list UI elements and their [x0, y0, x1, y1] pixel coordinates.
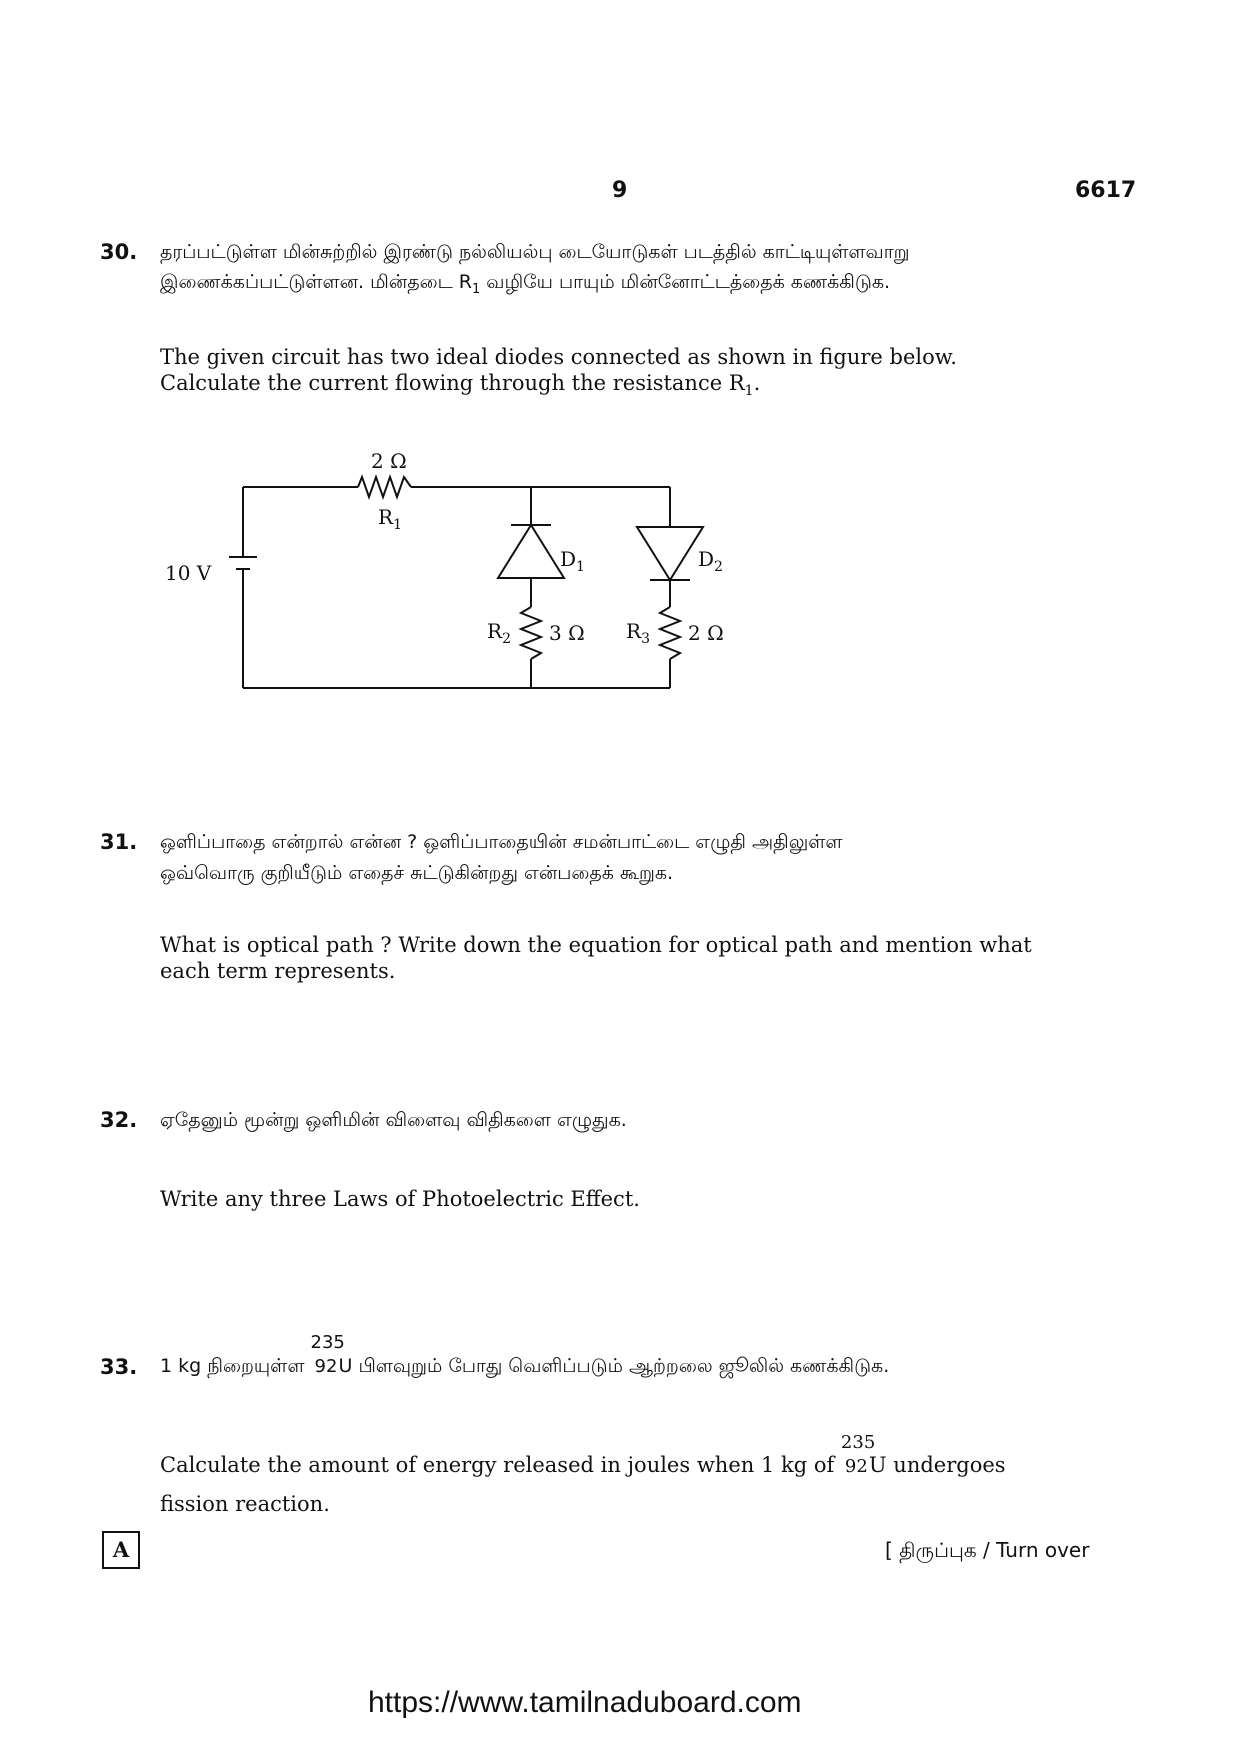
english-text: fission reaction. — [160, 1492, 330, 1516]
circuit-diagram — [140, 430, 760, 700]
english-text: The given circuit has two ideal diodes connected as shown in figure below. — [160, 345, 957, 369]
english-text: Calculate the amount of energy released in joules when 1 kg of 235 92 U undergoes — [160, 1432, 1006, 1477]
r3-value: 2 Ω — [688, 621, 724, 645]
resistor-r3 — [660, 607, 680, 659]
resistor-r2 — [521, 607, 541, 659]
battery-label: 10 V — [165, 561, 212, 585]
set-letter-box: A — [102, 1531, 140, 1569]
tamil-text: ஒவ்வொரு குறியீடும் எதைச் சுட்டுகின்றது என்பதைக் கூறுக. — [160, 862, 674, 884]
r2-value: 3 Ω — [549, 621, 585, 645]
page-number: 9 — [612, 178, 628, 203]
d1-label: $D_1$ — [560, 547, 585, 575]
tamil-text: இணைக்கப்பட்டுள்ளன. மின்தடை $R_1$ வழியே பாயும் மின்னோட்டத்தைக் கணக்கிடுக. — [160, 271, 891, 297]
tamil-text: ஏதேனும் மூன்று ஒளிமின் விளைவு விதிகளை எழுதுக. — [160, 1109, 627, 1131]
isotope-uranium: 235 92 — [840, 1432, 876, 1477]
tamil-text: 1 kg நிறையுள்ள 235 92 U பிளவுறும் போது வெளிப்படும் ஆற்றலை ஜூலில் கணக்கிடுக. — [160, 1332, 890, 1377]
turn-over-text: [ திருப்புக / Turn over — [885, 1538, 1090, 1562]
diode-d1-triangle — [498, 525, 564, 578]
r1-value: 2 Ω — [371, 449, 407, 473]
isotope-uranium: 235 92 — [310, 1332, 345, 1377]
r1-label: $R_1$ — [378, 505, 402, 533]
english-text: Calculate the current flowing through the resistance $R_1$. — [160, 371, 761, 400]
paper-code: 6617 — [1075, 178, 1137, 203]
r3-label: $R_3$ — [626, 619, 650, 647]
tamil-text: ஒளிப்பாதை என்றால் என்ன ? ஒளிப்பாதையின் சமன்பாட்டை எழுதி அதிலுள்ள — [160, 831, 843, 853]
question-number: 32. — [100, 1108, 138, 1132]
website-url[interactable]: https://www.tamilnaduboard.com — [368, 1686, 802, 1719]
question-number: 30. — [100, 240, 138, 264]
resistor-r1 — [358, 477, 411, 497]
question-number: 33. — [100, 1355, 138, 1379]
diode-d2-triangle — [637, 527, 703, 580]
d2-label: $D_2$ — [698, 547, 723, 575]
english-text: each term represents. — [160, 959, 396, 983]
question-number: 31. — [100, 830, 138, 854]
r2-label: $R_2$ — [487, 619, 511, 647]
english-text: Write any three Laws of Photoelectric Effect. — [160, 1187, 640, 1211]
english-text: What is optical path ? Write down the equation for optical path and mention what — [160, 933, 1032, 957]
tamil-text: தரப்பட்டுள்ள மின்சுற்றில் இரண்டு நல்லியல்பு டையோடுகள் படத்தில் காட்டியுள்ளவாறு — [160, 241, 910, 263]
